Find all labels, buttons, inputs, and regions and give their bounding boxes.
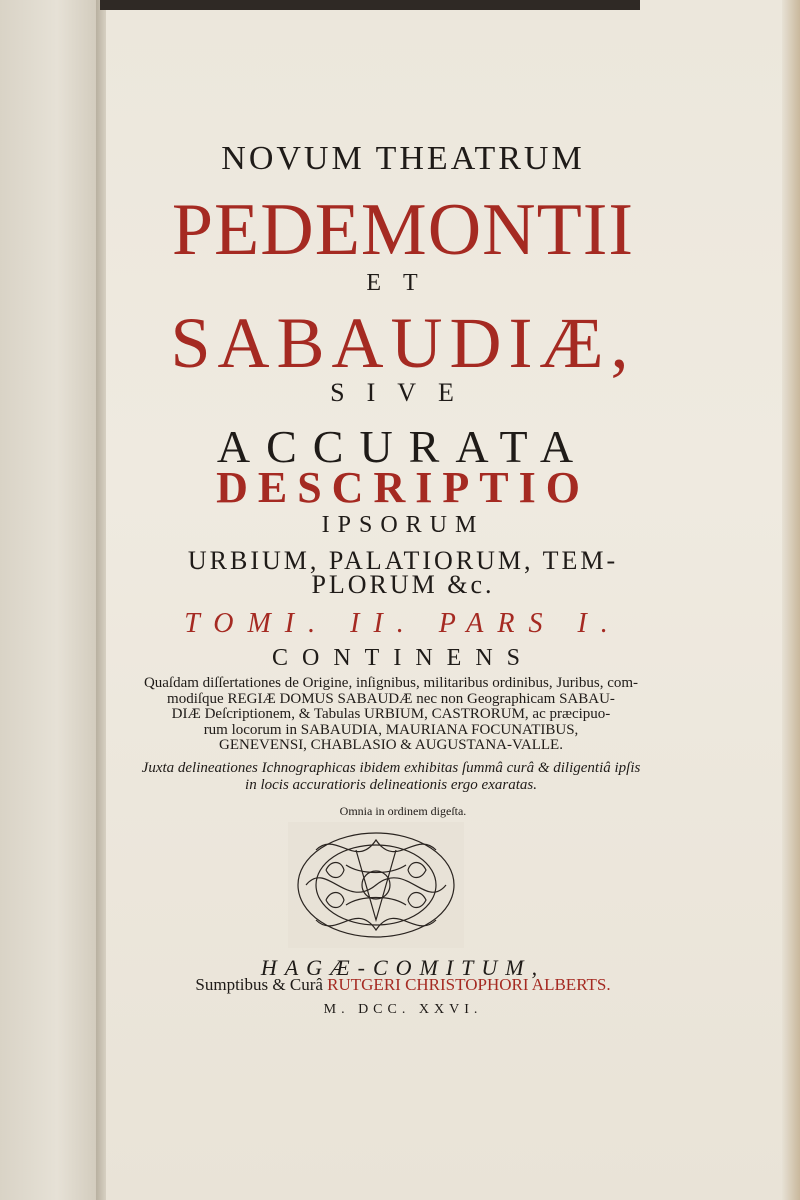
place-line: HAGÆ-COMITUM,: [260, 955, 546, 980]
title-page: [106, 0, 800, 1200]
left-page: [0, 0, 104, 1200]
paragraph-line: DIÆ Deſcriptionem, & Tabulas URBIUM, CASTRORUM, ac præcipuo-: [171, 706, 611, 722]
italic-note: [126, 760, 656, 794]
title-line-5: SIVE: [330, 378, 476, 407]
continens-line: CONTINENS: [272, 645, 534, 671]
paragraph-line: modiſque REGIÆ DOMUS SABAUDÆ nec non Geographicam SABAU-: [167, 690, 615, 707]
title-line-9: URBIUM, PALATIORUM, TEM-: [187, 546, 619, 575]
italic-line: Juxta delineationes Ichnographicas ibidem exhibitas ſummâ curâ & diligentiâ ipſis: [141, 760, 641, 776]
title-line-3: ET: [366, 270, 440, 296]
title-line-10: PLORUM &c.: [311, 570, 495, 599]
volume-line: TOMI. II. PARS I.: [184, 608, 622, 639]
title-line-1: NOVUM THEATRUM: [221, 140, 585, 177]
paragraph-line: GENEVENSI, CHABLASIO & AUGUSTANA-VALLE.: [219, 737, 563, 753]
italic-line: in locis accuratioris delineationis ergo exaratas.: [245, 777, 537, 793]
publisher-line: [106, 975, 700, 995]
title-line-4: SABAUDIÆ,: [170, 303, 636, 383]
publisher-prefix: Sumptibus & Curâ: [195, 975, 323, 994]
top-shadow: [100, 0, 640, 10]
title-line-8: IPSORUM: [321, 512, 485, 538]
paragraph-line: rum locorum in SABAUDIA, MAURIANA FOCUNATIBUS,: [203, 721, 579, 738]
monogram-emblem: [286, 820, 466, 950]
date-line: M. DCC. XXVI.: [323, 1002, 483, 1017]
title-line-7: DESCRIPTIO: [216, 463, 590, 512]
publisher-name: RUTGERI CHRISTOPHORI ALBERTS.: [327, 975, 611, 994]
omnia-line: Omnia in ordinem digeſta.: [339, 804, 467, 818]
paragraph-line: Quaſdam diſſertationes de Origine, inſignibus, militaribus ordinibus, Juribus, com-: [143, 675, 639, 691]
title-line-6: ACCURATA: [216, 421, 590, 472]
page-edge: [782, 0, 800, 1200]
title-line-2: PEDEMONTII: [171, 189, 635, 271]
contents-paragraph: [126, 676, 656, 754]
